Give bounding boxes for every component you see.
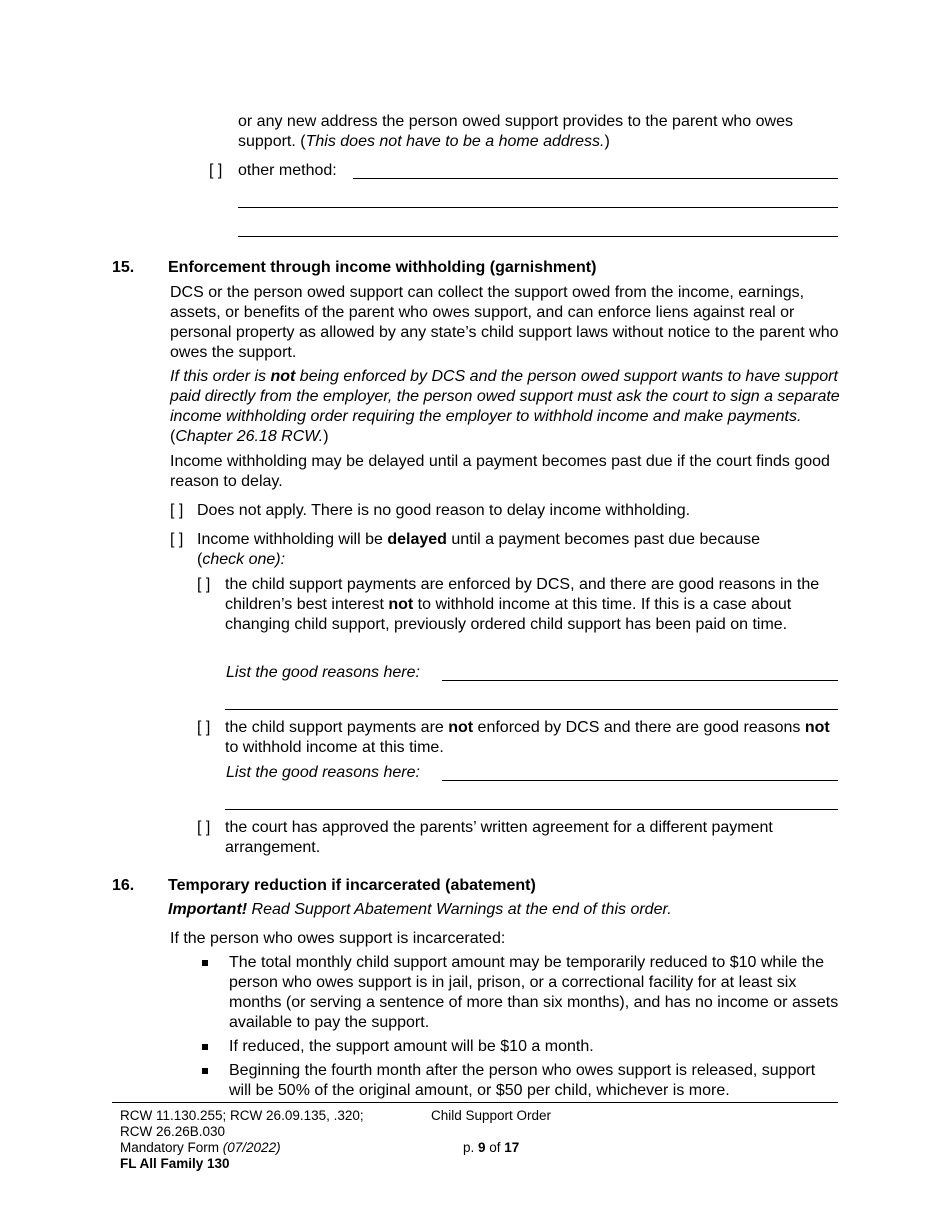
footer-document-title: Child Support Order (431, 1108, 552, 1123)
footer-page-number: p. 9 of 17 (463, 1140, 520, 1155)
option-no-delay-checkbox[interactable]: [ ] (170, 502, 184, 519)
section-16-number: 16. (112, 877, 135, 894)
footer-divider (112, 1102, 838, 1103)
other-method-label: other method: (238, 162, 337, 179)
address-note (238, 112, 848, 152)
section-16-title: Temporary reduction if incarcerated (abatement) (168, 877, 536, 894)
option-delayed-checkbox[interactable]: [ ] (170, 531, 184, 548)
section-15-paragraph-3: Income withholding may be delayed until a payment becomes past due if the court finds good reason to delay. (170, 453, 830, 490)
footer-rcw-line-2: RCW 26.26B.030 (120, 1124, 226, 1139)
section-15-paragraph-2: If this order is not being enforced by DCS and the person owed support wants to have support paid directly from the employer, the person owed support must ask the court to sign a separate income withholding order requiring the employer to withhold income and make payments. (Chapter 26.18 RCW.) (170, 368, 840, 445)
sub-option-dcs-checkbox[interactable]: [ ] (197, 576, 211, 593)
sub-option-dcs-label: the child support payments are enforced by DCS, and there are good reasons in the children’s best interest not to withhold income at this time. If this is a case about changing child support, previously ordered child support has been paid on time. (225, 576, 820, 633)
reasons-label-2: List the good reasons here: (226, 764, 420, 781)
sub-option-not-dcs-checkbox[interactable]: [ ] (197, 719, 211, 736)
section-15-paragraph-1: DCS or the person owed support can collect the support owed from the income, earnings, assets, or benefits of the parent who owes support, and can enforce liens against real or personal property as allowed by any state’s child support laws without notice to the parent who owes the support. (170, 284, 839, 361)
footer-form-id: FL All Family 130 (120, 1156, 230, 1171)
other-method-checkbox[interactable]: [ ] (209, 162, 223, 179)
bullet-icon (202, 1044, 208, 1050)
bullet-icon (202, 1068, 208, 1074)
section-16-important: Important! Read Support Abatement Warnings at the end of this order. (168, 901, 672, 918)
reasons-field-1[interactable] (442, 680, 838, 681)
address-line-1: or any new address the person owed support provides to the parent who owes (238, 113, 793, 130)
sub-option-agreement-label: the court has approved the parents’ written agreement for a different payment arrangement. (225, 819, 773, 856)
reasons-label-1: List the good reasons here: (226, 664, 420, 681)
address-line-2: support. (This does not have to be a home address.) (238, 133, 610, 150)
bullet-item-3: Beginning the fourth month after the person who owes support is released, support will be 50% of the original amount, or $50 per child, whichever is more. (229, 1062, 816, 1099)
bullet-icon (202, 960, 208, 966)
other-method-field-line-3[interactable] (238, 236, 838, 237)
other-method-field[interactable] (353, 178, 838, 179)
reasons-field-1-line-2[interactable] (225, 709, 838, 710)
section-15-number: 15. (112, 259, 135, 276)
reasons-field-2-line-2[interactable] (225, 809, 838, 810)
sub-option-not-dcs-label: the child support payments are not enforced by DCS and there are good reasons not to withhold income at this time. (225, 719, 830, 756)
option-no-delay-label: Does not apply. There is no good reason to delay income withholding. (197, 502, 691, 519)
section-16-intro: If the person who owes support is incarcerated: (170, 930, 506, 947)
footer-mandatory-form: Mandatory Form (07/2022) (120, 1140, 281, 1155)
option-delayed-label: Income withholding will be delayed until a payment becomes past due because (check one): (197, 531, 761, 568)
reasons-field-2[interactable] (442, 780, 838, 781)
other-method-field-line-2[interactable] (238, 207, 838, 208)
footer-rcw-line-1: RCW 11.130.255; RCW 26.09.135, .320; (120, 1108, 364, 1123)
sub-option-agreement-checkbox[interactable]: [ ] (197, 819, 211, 836)
bullet-item-1: The total monthly child support amount may be temporarily reduced to $10 while the person who owes support is in jail, prison, or a correctional facility for at least six months (or serving a sentence of more than six months), and has no income or assets available to pay the support. (229, 954, 839, 1031)
bullet-item-2: If reduced, the support amount will be $10 a month. (229, 1038, 594, 1055)
section-15-title: Enforcement through income withholding (garnishment) (168, 259, 597, 276)
